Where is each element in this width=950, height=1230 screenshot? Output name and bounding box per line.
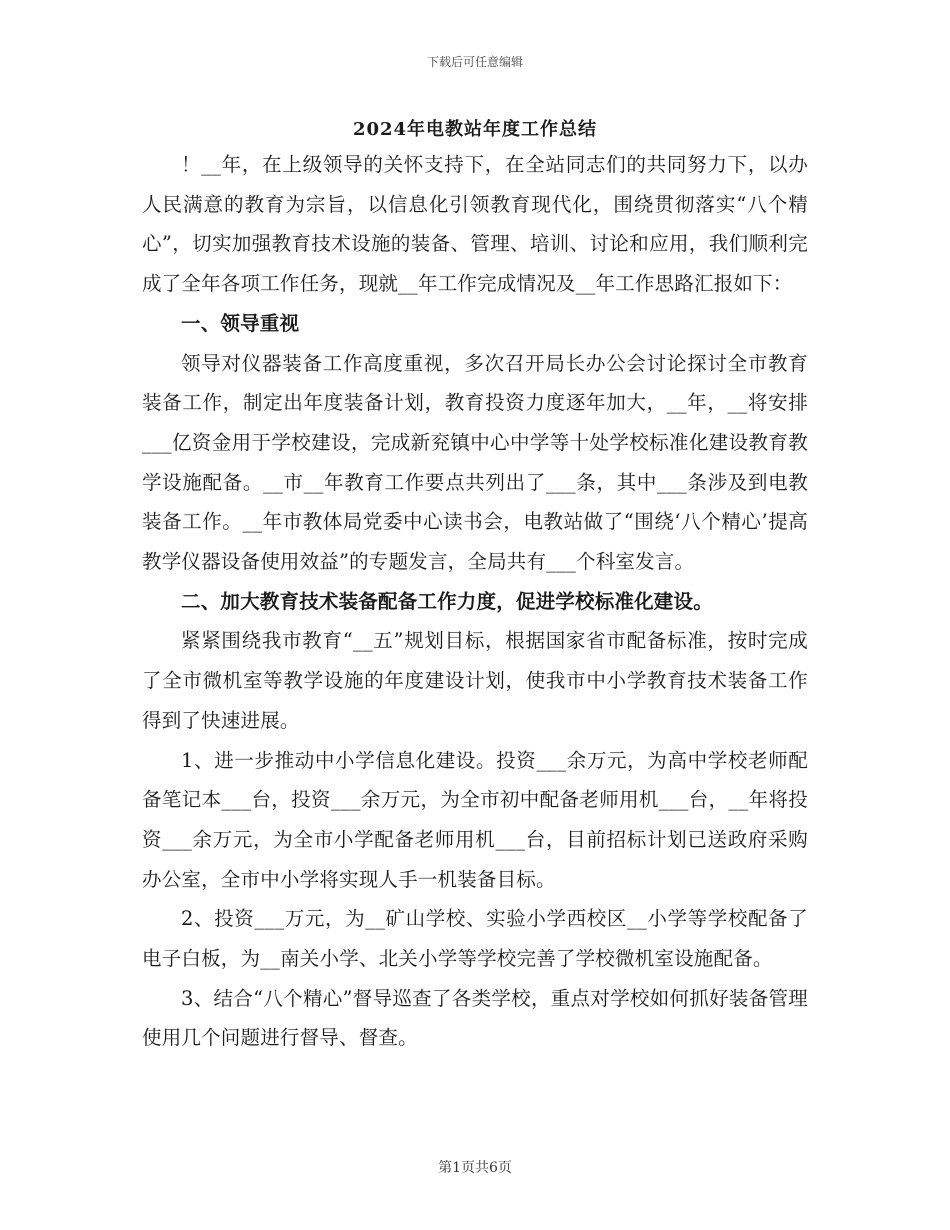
page-number: 第1页共6页: [438, 1160, 512, 1176]
intro-paragraph: ！__年，在上级领导的关怀支持下，在全站同志们的共同努力下，以办人民满意的教育为宗旨，以信息化引领教育现代化，围绕贯彻落实“八个精心”，切实加强教育技术设施的装备、管理、培训、讨论和应用，我们顺利完成了全年各项工作任务，现就__年工作完成情况及__年工作思路汇报如下：: [142, 153, 808, 296]
equipment-paragraph: 紧紧围绕我市教育“__五”规划目标，根据国家省市配备标准，按时完成了全市微机室等教学设施的年度建设计划，使我市中小学教育技术装备工作得到了快速进展。: [142, 629, 808, 732]
item-3-paragraph: 3、结合“八个精心”督导巡查了各类学校，重点对学校如何抓好装备管理使用几个问题进行督导、督查。: [142, 986, 808, 1050]
header-note: 下载后可任意编辑: [426, 55, 523, 69]
section-heading-leadership: 一、领导重视: [181, 311, 300, 335]
item-1-paragraph: 1、进一步推动中小学信息化建设。投资___余万元，为高中学校老师配备笔记本___台，投资___余万元，为全市初中配备老师用机___台，__年将投资___余万元，为全市小学配备老师用机___台，目前招标计划已送政府采购办公室，全市中小学将实现人手一机装备目标。: [142, 748, 808, 891]
section-heading-equipment: 二、加大教育技术装备配备工作力度，促进学校标准化建设。: [181, 589, 713, 613]
document-body: [142, 145, 808, 1058]
document-title: 2024年电教站年度工作总结: [352, 119, 598, 140]
leadership-paragraph: 领导对仪器装备工作高度重视，多次召开局长办公会讨论探讨全市教育装备工作，制定出年度装备计划，教育投资力度逐年加大，__年，__将安排___亿资金用于学校建设，完成新兖镇中心中学等十处学校标准化建设教育教学设施配备。__市__年教育工作要点共列出了___条，其中___条涉及到电教装备工作。__年市教体局党委中心读书会，电教站做了“围绕‘八个精心’提高教学仪器设备使用效益”的专题发言，全局共有___个科室发言。: [142, 351, 808, 574]
item-2-paragraph: 2、投资___万元，为__矿山学校、实验小学西校区__小学等学校配备了电子白板，为__南关小学、北关小学等学校完善了学校微机室设施配备。: [142, 907, 808, 971]
